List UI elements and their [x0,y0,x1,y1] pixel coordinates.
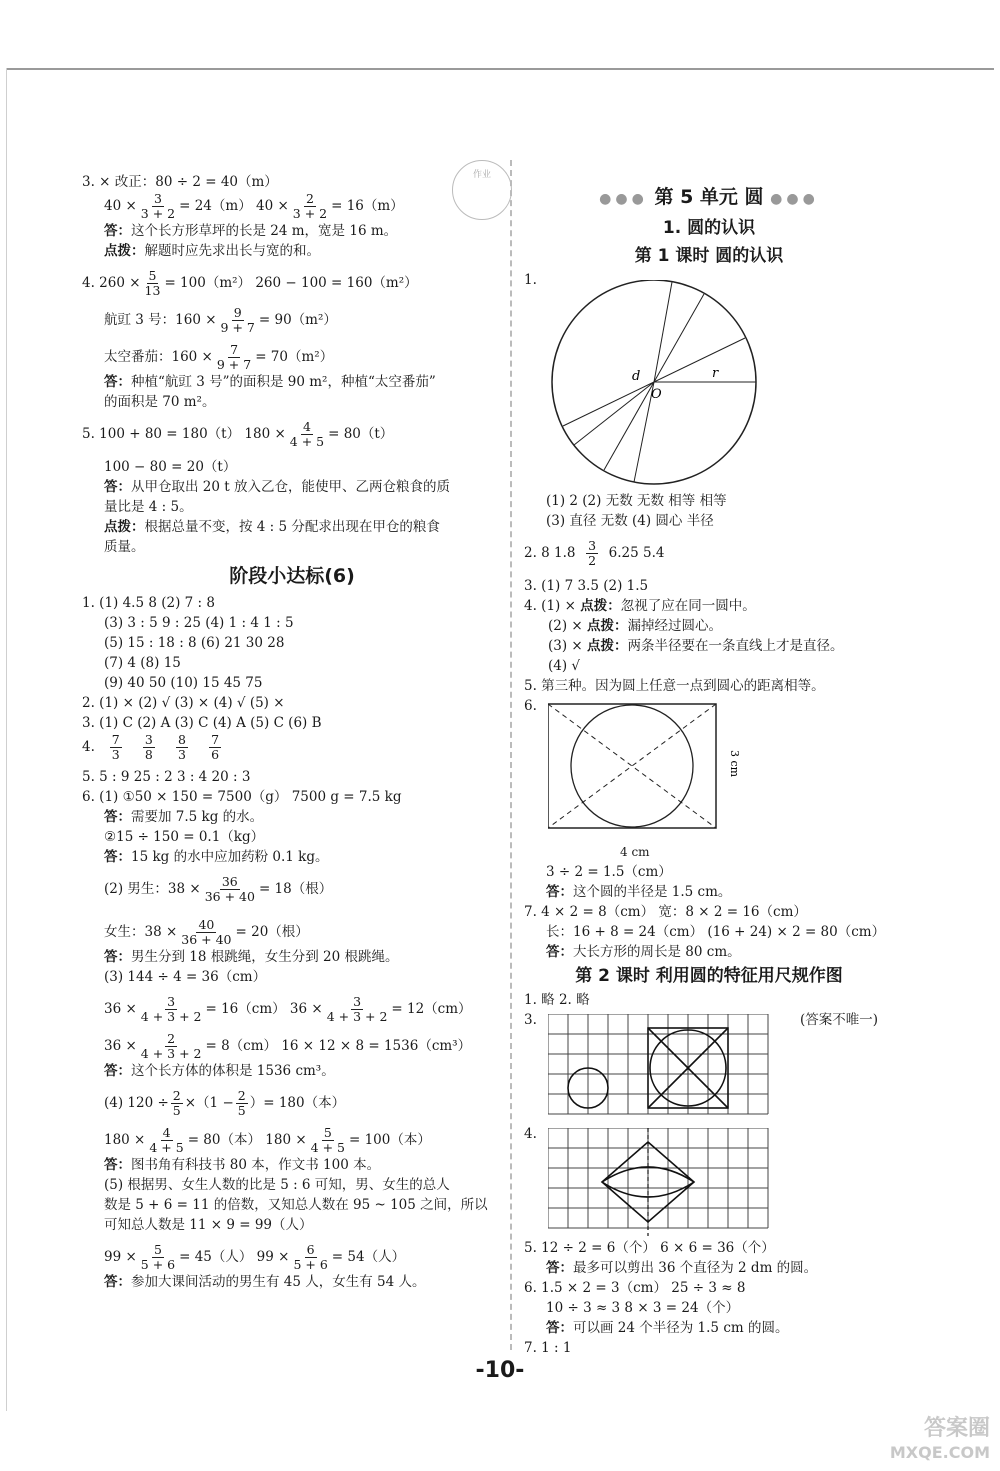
fraction: $\frac{4}{4 + 5}$ [149,1125,184,1155]
q6-label: 6. [524,698,537,714]
s6-line13: 99 × $\frac{5}{5 + 6}$ = 45（人） 99 × $\frac{6}{5 + 6}$ = 54（人） [104,1242,406,1272]
q7-line1: 7. 4 × 2 = 8（cm） 宽：8 × 2 = 16（cm） [524,904,807,920]
q7-line2: 长：16 + 8 = 24（cm） (16 + 24) × 2 = 80（cm） [546,924,886,940]
s6-line12: 可知总人数是 11 × 9 = 99（人） [104,1217,313,1233]
s6-line2: ②15 ÷ 150 = 0.1（kg） [104,829,265,845]
p7-line: 7. 1 : 1 [524,1340,572,1356]
fraction: $\frac{5}{5 + 6}$ [140,1242,176,1272]
left-column [82,172,502,1292]
s6-answer3: 答：男生分到 18 根跳绳，女生分到 20 根跳绳。 [104,949,399,965]
fraction: $\frac{7}{9 + 7}$ [216,342,252,372]
p5-line1: 5. 12 ÷ 2 = 6（个） 6 × 6 = 36（个） [524,1240,775,1256]
s4-line: 4. $\frac{7}{3}$ $\frac{3}{8}$ $\frac{8}{3}$ $\frac{7}{6}$ [82,732,220,762]
q5-answer-cont: 量比是 4 : 5。 [104,499,193,515]
s1-line1: 1. (1) 4.5 8 (2) 7 : 8 [82,595,215,611]
q3-tip: 点拨：解题时应先求出长与宽的和。 [104,243,320,259]
fraction: $\frac{7}{6}$ [211,732,220,762]
q4-line1: 4. (1) × 点拨：忽视了应在同一圆中。 [524,598,756,614]
s1-line3: (5) 15 : 18 : 8 (6) 21 30 28 [104,635,285,651]
fraction: $\frac{7}{3}$ [111,732,120,762]
fraction: $\frac{5}{13}$ [144,268,161,298]
q6-line1: 3 ÷ 2 = 1.5（cm） [546,864,672,880]
s3-line: 3. (1) C (2) A (3) C (4) A (5) C (6) B [82,715,322,731]
watermark-logo: 答案圈 MXQE.COM [889,1416,990,1462]
lesson2-title: 第 2 课时 利用圆的特征用尺规作图 [575,966,843,986]
s6-answer6: 答：参加大课间活动的男生有 45 人，女生有 54 人。 [104,1274,426,1290]
q5-tip: 点拨：根据总量不变，按 4 : 5 分配求出现在甲仓的粮食 [104,519,440,535]
q4-answer-cont: 的面积是 70 m²。 [104,394,216,410]
q1-answer1: (1) 2 (2) 无数 无数 相等 相等 [546,493,727,509]
p4-label: 4. [524,1126,537,1142]
q1-answer2: (3) 直径 无数 (4) 圆心 半径 [546,513,714,529]
grid-figure-4 [548,1128,918,1238]
q2-line: 2. 8 1.8 $\frac{3}{2}$ 6.25 5.4 [524,538,665,568]
label-o: O [651,387,662,402]
dots-decoration: ●●● [770,191,819,207]
right-column [524,182,894,1358]
fraction: $\frac{3}{8}$ [144,732,153,762]
q5-answer: 答：从甲仓取出 20 t 放入乙仓，能使甲、乙两仓粮食的质 [104,479,450,495]
s6-answer5: 答：图书角有科技书 80 本，作文书 100 本。 [104,1157,381,1173]
height-label: 3 cm [728,750,741,778]
s1-line5: (9) 40 50 (10) 15 45 75 [104,675,263,691]
p6-line2: 10 ÷ 3 ≈ 3 8 × 3 = 24（个） [546,1300,740,1316]
fraction: $\frac{3}{4 + 3 + 2}$ [140,994,202,1024]
q5-tip-cont: 质量。 [104,539,145,555]
p3-line: 3. (答案不唯一) [524,1012,879,1028]
q3-answer: 答：这个长方形草坪的长是 24 m，宽是 16 m。 [104,223,398,239]
s6-line3: (2) 男生：38 × $\frac{36}{36 + 40}$ = 18（根） [104,874,333,904]
s6-line4: 女生：38 × $\frac{40}{36 + 40}$ = 20（根） [104,917,309,947]
s5-line: 5. 5 : 9 25 : 2 3 : 4 20 : 3 [82,769,251,785]
dots-decoration: ●●● [599,191,648,207]
section-heading: 阶段小达标(6) [229,565,355,587]
fraction: $\frac{8}{3}$ [178,732,186,762]
section-title: 1. 圆的认识 [662,218,756,238]
fraction: $\frac{6}{5 + 6}$ [293,1242,328,1272]
fraction: $\frac{36}{36 + 40}$ [204,874,255,904]
unit-title: ●●● 第 5 单元 圆 ●●● [599,186,819,208]
q4-answer: 答：种植“航豇 3 号”的面积是 90 m²，种植“太空番茄” [104,374,436,390]
p6-answer: 答：可以画 24 个半径为 1.5 cm 的圆。 [546,1320,789,1336]
s6-answer2: 答：15 kg 的水中应加药粉 0.1 kg。 [104,849,329,865]
s6-line1: 6. (1) ①50 × 150 = 7500（g） 7500 g = 7.5 kg [82,789,402,805]
s2-line: 2. (1) × (2) √ (3) × (4) √ (5) × [82,695,285,711]
fraction: $\frac{3}{3 + 2}$ [140,191,176,221]
left-edge [6,68,7,1411]
p6-line1: 6. 1.5 × 2 = 3（cm） 25 ÷ 3 ≈ 8 [524,1280,746,1296]
s6-answer1: 答：需要加 7.5 kg 的水。 [104,809,264,825]
q5-line: 5. 第三种。因为圆上任意一点到圆心的距离相等。 [524,678,825,694]
fraction: $\frac{2}{5}$ [237,1088,246,1118]
q4-line1: 4. 260 × $\frac{5}{13}$ = 100（m²） 260 − 100 = 160（m²） [82,268,418,298]
p5-answer: 答：最多可以剪出 36 个直径为 2 dm 的圆。 [546,1260,818,1276]
fraction: $\frac{2}{4 + 3 + 2}$ [140,1031,202,1061]
fraction: $\frac{5}{4 + 5}$ [310,1125,345,1155]
s6-line11: 数是 5 + 6 = 11 的倍数，又知总人数在 95 ~ 105 之间，所以 [104,1197,488,1213]
s6-answer4: 答：这个长方体的体积是 1536 cm³。 [104,1063,335,1079]
s6-line8: (4) 120 ÷ $\frac{2}{5}$ ×（1 − $\frac{2}{5}$ ）= 180（本） [104,1088,346,1118]
s1-line2: (3) 3 : 5 9 : 25 (4) 1 : 4 1 : 5 [104,615,294,631]
fraction: $\frac{9}{9 + 7}$ [220,305,255,335]
s6-line9: 180 × $\frac{4}{4 + 5}$ = 80（本） 180 × $\frac{5}{4 + 5}$ = 100（本） [104,1125,431,1155]
q3-line1: 3. × 改正：80 ÷ 2 = 40（m） [82,174,278,190]
fraction: $\frac{3}{2}$ [588,538,597,568]
top-rule [6,68,994,70]
s6-line10: (5) 根据男、女生人数的比是 5 : 6 可知，男、女生的总人 [104,1177,450,1193]
page-number: -10- [475,1358,525,1383]
q4-line3: (3) × 点拨：两条半径要在一条直线上才是直径。 [548,638,844,654]
s6-line6: 36 × $\frac{3}{4 + 3 + 2}$ = 16（cm） 36 × $\frac{3}{4 + 3 + 2}$ = 12（cm） [104,994,472,1024]
q3-line2: 40 × $\frac{3}{3 + 2}$ = 24（m） 40 × $\frac{2}{3 + 2}$ = 16（m） [104,191,404,221]
fraction: $\frac{4}{4 + 5}$ [289,419,325,449]
q6-answer: 答：这个圆的半径是 1.5 cm。 [546,884,732,900]
q5-line2: 100 − 80 = 20（t） [104,459,237,475]
circle-diagram [524,280,894,485]
q4-line2: (2) × 点拨：漏掉经过圆心。 [548,618,723,634]
label-d: d [632,369,641,384]
p1-line: 1. 略 2. 略 [524,992,590,1008]
lesson1-title: 第 1 课时 圆的认识 [634,246,784,266]
label-r: r [712,366,719,381]
q7-answer: 答：大长方形的周长是 80 cm。 [546,944,741,960]
fraction: $\frac{40}{36 + 40}$ [181,917,232,947]
s6-line5: (3) 144 ÷ 4 = 36（cm） [104,969,267,985]
grid-figure-3 [548,1014,918,1124]
fraction: $\frac{2}{5}$ [172,1088,181,1118]
q4-line3: 太空番茄：160 × $\frac{7}{9 + 7}$ = 70（m²） [104,342,334,372]
q5-line1: 5. 100 + 80 = 180（t） 180 × $\frac{4}{4 + 5}$ = 80（t） [82,419,394,449]
s6-line7: 36 × $\frac{2}{4 + 3 + 2}$ = 8（cm） 16 × 12 × 8 = 1536（cm³） [104,1031,472,1061]
fraction: $\frac{3}{4 + 3 + 2}$ [326,994,388,1024]
q6-width-label: 4 cm [620,845,650,859]
q4-line4: (4) √ [548,658,581,674]
stamp-logo: 作业 [452,160,512,220]
fraction: $\frac{2}{3 + 2}$ [292,191,328,221]
q1-label: 1. [524,272,537,288]
column-divider [510,160,512,1350]
s1-line4: (7) 4 (8) 15 [104,655,181,671]
q3-line: 3. (1) 7 3.5 (2) 1.5 [524,578,649,594]
rectangle-circle-diagram [548,702,918,842]
q4-line2: 航豇 3 号：160 × $\frac{9}{9 + 7}$ = 90（m²） [104,305,337,335]
